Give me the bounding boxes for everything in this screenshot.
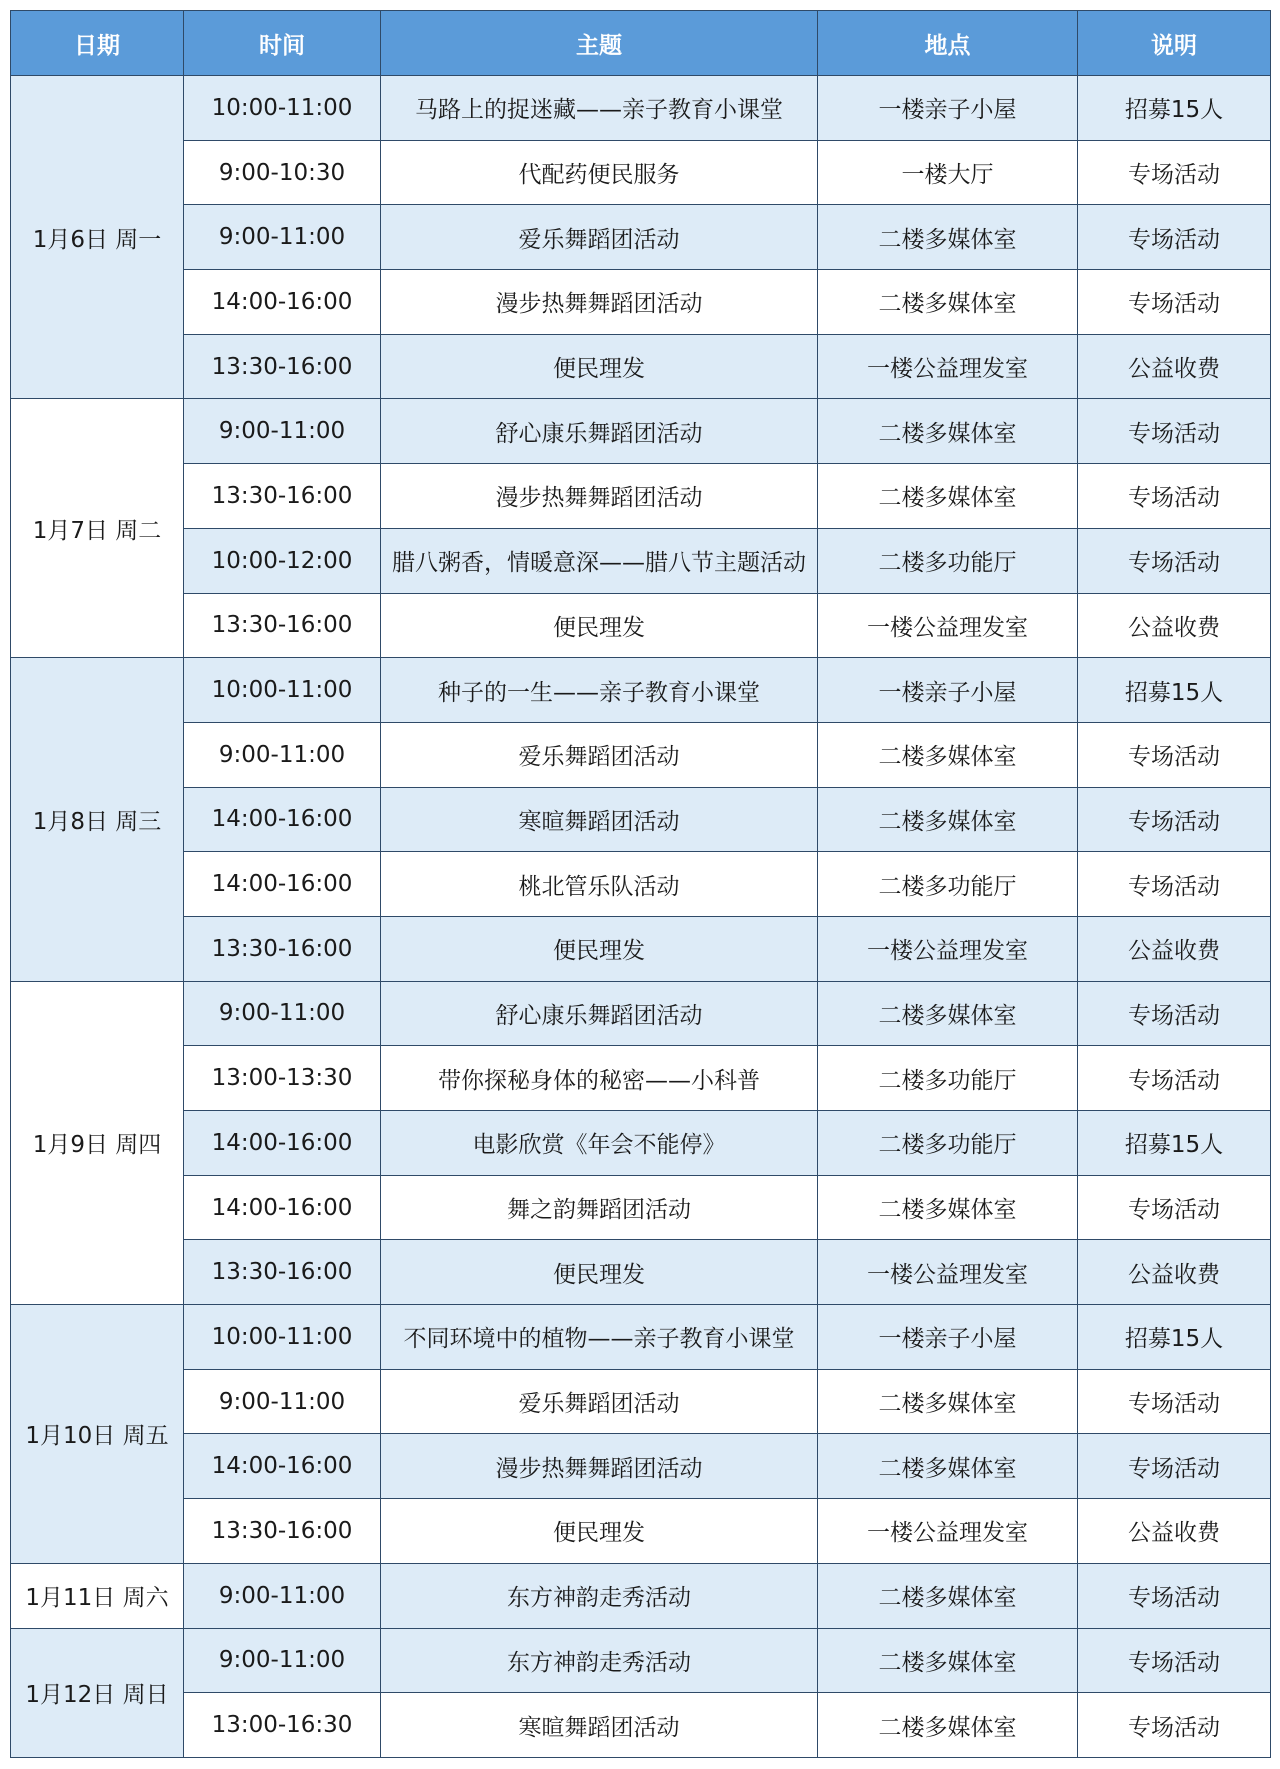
theme-cell: 东方神韵走秀活动	[381, 1563, 818, 1628]
theme-cell: 寒暄舞蹈团活动	[381, 1693, 818, 1758]
theme-cell: 漫步热舞舞蹈团活动	[381, 270, 818, 335]
theme-cell: 寒暄舞蹈团活动	[381, 787, 818, 852]
place-cell: 一楼公益理发室	[818, 593, 1078, 658]
theme-cell: 爱乐舞蹈团活动	[381, 1369, 818, 1434]
header-time: 时间	[184, 11, 381, 76]
theme-cell: 便民理发	[381, 1499, 818, 1564]
table-row	[11, 1434, 1271, 1499]
place-cell: 二楼多功能厅	[818, 528, 1078, 593]
note-cell: 专场活动	[1078, 1175, 1271, 1240]
date-cell: 1月8日 周三	[11, 658, 184, 981]
table-row	[11, 1693, 1271, 1758]
note-cell: 专场活动	[1078, 1434, 1271, 1499]
date-cell: 1月6日 周一	[11, 76, 184, 399]
theme-cell: 带你探秘身体的秘密——小科普	[381, 1046, 818, 1111]
activity-schedule-table	[10, 10, 1271, 1758]
time-cell: 9:00-11:00	[184, 722, 381, 787]
table-row	[11, 593, 1271, 658]
note-cell: 公益收费	[1078, 916, 1271, 981]
table-row	[11, 334, 1271, 399]
place-cell: 二楼多媒体室	[818, 270, 1078, 335]
time-cell: 9:00-11:00	[184, 981, 381, 1046]
note-cell: 专场活动	[1078, 1369, 1271, 1434]
note-cell: 专场活动	[1078, 1563, 1271, 1628]
table-row	[11, 205, 1271, 270]
note-cell: 专场活动	[1078, 1046, 1271, 1111]
place-cell: 二楼多功能厅	[818, 852, 1078, 917]
place-cell: 二楼多媒体室	[818, 399, 1078, 464]
date-cell: 1月12日 周日	[11, 1628, 184, 1757]
theme-cell: 腊八粥香，情暖意深——腊八节主题活动	[381, 528, 818, 593]
date-cell: 1月7日 周二	[11, 399, 184, 658]
table-row	[11, 1563, 1271, 1628]
theme-cell: 马路上的捉迷藏——亲子教育小课堂	[381, 76, 818, 141]
note-cell: 专场活动	[1078, 205, 1271, 270]
note-cell: 公益收费	[1078, 1499, 1271, 1564]
place-cell: 二楼多媒体室	[818, 787, 1078, 852]
time-cell: 13:30-16:00	[184, 334, 381, 399]
table-row	[11, 852, 1271, 917]
time-cell: 9:00-11:00	[184, 1628, 381, 1693]
note-cell: 专场活动	[1078, 140, 1271, 205]
theme-cell: 舒心康乐舞蹈团活动	[381, 399, 818, 464]
theme-cell: 舒心康乐舞蹈团活动	[381, 981, 818, 1046]
header-place: 地点	[818, 11, 1078, 76]
place-cell: 一楼亲子小屋	[818, 658, 1078, 723]
time-cell: 13:30-16:00	[184, 593, 381, 658]
table-row	[11, 270, 1271, 335]
time-cell: 10:00-11:00	[184, 76, 381, 141]
time-cell: 13:30-16:00	[184, 1499, 381, 1564]
place-cell: 二楼多媒体室	[818, 464, 1078, 529]
time-cell: 13:30-16:00	[184, 916, 381, 981]
note-cell: 专场活动	[1078, 270, 1271, 335]
note-cell: 专场活动	[1078, 981, 1271, 1046]
place-cell: 一楼公益理发室	[818, 1240, 1078, 1305]
place-cell: 二楼多媒体室	[818, 981, 1078, 1046]
header-row	[11, 11, 1271, 76]
theme-cell: 便民理发	[381, 334, 818, 399]
place-cell: 一楼亲子小屋	[818, 1305, 1078, 1370]
table-row	[11, 981, 1271, 1046]
theme-cell: 便民理发	[381, 593, 818, 658]
note-cell: 专场活动	[1078, 1693, 1271, 1758]
table-row	[11, 1240, 1271, 1305]
time-cell: 13:30-16:00	[184, 464, 381, 529]
time-cell: 9:00-10:30	[184, 140, 381, 205]
place-cell: 二楼多媒体室	[818, 1693, 1078, 1758]
time-cell: 9:00-11:00	[184, 399, 381, 464]
time-cell: 13:00-16:30	[184, 1693, 381, 1758]
date-cell: 1月11日 周六	[11, 1563, 184, 1628]
place-cell: 二楼多功能厅	[818, 1046, 1078, 1111]
time-cell: 9:00-11:00	[184, 1563, 381, 1628]
note-cell: 专场活动	[1078, 464, 1271, 529]
time-cell: 14:00-16:00	[184, 1111, 381, 1176]
note-cell: 专场活动	[1078, 528, 1271, 593]
table-row	[11, 1628, 1271, 1693]
table-row	[11, 722, 1271, 787]
note-cell: 专场活动	[1078, 852, 1271, 917]
date-cell: 1月9日 周四	[11, 981, 184, 1304]
place-cell: 二楼多功能厅	[818, 1111, 1078, 1176]
table-row	[11, 76, 1271, 141]
table-row	[11, 1175, 1271, 1240]
time-cell: 10:00-11:00	[184, 1305, 381, 1370]
place-cell: 二楼多媒体室	[818, 1434, 1078, 1499]
time-cell: 10:00-11:00	[184, 658, 381, 723]
table-row	[11, 1305, 1271, 1370]
table-row	[11, 658, 1271, 723]
note-cell: 专场活动	[1078, 1628, 1271, 1693]
note-cell: 招募15人	[1078, 1305, 1271, 1370]
place-cell: 二楼多媒体室	[818, 1628, 1078, 1693]
table-row	[11, 916, 1271, 981]
place-cell: 二楼多媒体室	[818, 1175, 1078, 1240]
theme-cell: 种子的一生——亲子教育小课堂	[381, 658, 818, 723]
table-row	[11, 1499, 1271, 1564]
time-cell: 14:00-16:00	[184, 1175, 381, 1240]
table-row	[11, 140, 1271, 205]
note-cell: 招募15人	[1078, 1111, 1271, 1176]
note-cell: 招募15人	[1078, 76, 1271, 141]
theme-cell: 舞之韵舞蹈团活动	[381, 1175, 818, 1240]
place-cell: 一楼亲子小屋	[818, 76, 1078, 141]
table-row	[11, 1111, 1271, 1176]
time-cell: 14:00-16:00	[184, 787, 381, 852]
place-cell: 一楼公益理发室	[818, 334, 1078, 399]
note-cell: 招募15人	[1078, 658, 1271, 723]
theme-cell: 桃北管乐队活动	[381, 852, 818, 917]
place-cell: 一楼公益理发室	[818, 916, 1078, 981]
theme-cell: 代配药便民服务	[381, 140, 818, 205]
theme-cell: 漫步热舞舞蹈团活动	[381, 1434, 818, 1499]
theme-cell: 东方神韵走秀活动	[381, 1628, 818, 1693]
time-cell: 13:30-16:00	[184, 1240, 381, 1305]
table-row	[11, 528, 1271, 593]
place-cell: 一楼公益理发室	[818, 1499, 1078, 1564]
place-cell: 二楼多媒体室	[818, 1369, 1078, 1434]
time-cell: 14:00-16:00	[184, 270, 381, 335]
time-cell: 14:00-16:00	[184, 1434, 381, 1499]
place-cell: 二楼多媒体室	[818, 722, 1078, 787]
place-cell: 二楼多媒体室	[818, 205, 1078, 270]
place-cell: 一楼大厅	[818, 140, 1078, 205]
time-cell: 10:00-12:00	[184, 528, 381, 593]
schedule-body	[11, 76, 1271, 1758]
table-row	[11, 464, 1271, 529]
table-row	[11, 1046, 1271, 1111]
theme-cell: 爱乐舞蹈团活动	[381, 722, 818, 787]
time-cell: 9:00-11:00	[184, 205, 381, 270]
note-cell: 公益收费	[1078, 593, 1271, 658]
note-cell: 专场活动	[1078, 722, 1271, 787]
time-cell: 13:00-13:30	[184, 1046, 381, 1111]
table-row	[11, 787, 1271, 852]
theme-cell: 不同环境中的植物——亲子教育小课堂	[381, 1305, 818, 1370]
time-cell: 9:00-11:00	[184, 1369, 381, 1434]
table-row	[11, 1369, 1271, 1434]
header-theme: 主题	[381, 11, 818, 76]
note-cell: 公益收费	[1078, 1240, 1271, 1305]
time-cell: 14:00-16:00	[184, 852, 381, 917]
note-cell: 专场活动	[1078, 787, 1271, 852]
place-cell: 二楼多媒体室	[818, 1563, 1078, 1628]
theme-cell: 便民理发	[381, 1240, 818, 1305]
table-row	[11, 399, 1271, 464]
header-note: 说明	[1078, 11, 1271, 76]
note-cell: 公益收费	[1078, 334, 1271, 399]
date-cell: 1月10日 周五	[11, 1305, 184, 1564]
theme-cell: 爱乐舞蹈团活动	[381, 205, 818, 270]
theme-cell: 电影欣赏《年会不能停》	[381, 1111, 818, 1176]
theme-cell: 便民理发	[381, 916, 818, 981]
header-date: 日期	[11, 11, 184, 76]
note-cell: 专场活动	[1078, 399, 1271, 464]
theme-cell: 漫步热舞舞蹈团活动	[381, 464, 818, 529]
